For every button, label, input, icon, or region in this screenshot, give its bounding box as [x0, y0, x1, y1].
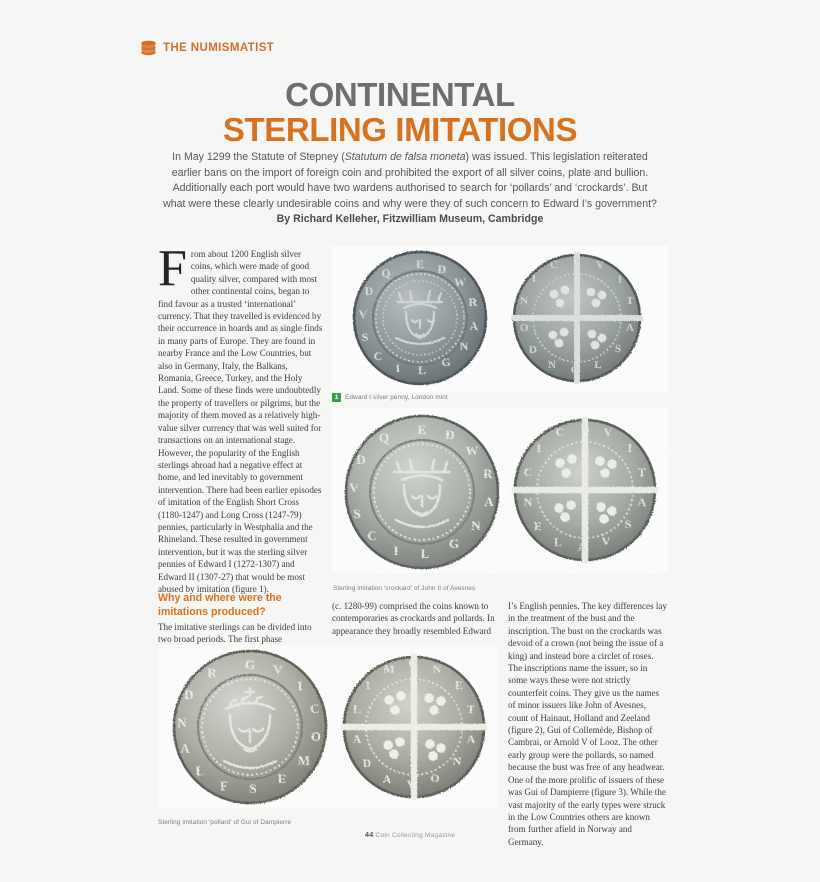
svg-text:D: D [184, 687, 194, 702]
svg-text:R: R [207, 665, 217, 680]
svg-text:L: L [420, 546, 430, 561]
svg-text:A: A [637, 495, 647, 509]
svg-text:E: E [454, 678, 464, 692]
svg-text:I: I [581, 419, 587, 433]
svg-text:A: A [180, 741, 190, 756]
svg-text:G: G [244, 657, 256, 672]
page-title [140, 78, 660, 146]
svg-text:I: I [531, 273, 537, 285]
svg-text:I: I [393, 543, 399, 558]
svg-text:N: N [459, 339, 469, 353]
svg-text:D: D [364, 284, 374, 298]
svg-text:S: S [249, 781, 257, 796]
svg-text:T: T [637, 465, 647, 479]
svg-text:D: D [437, 262, 447, 276]
svg-text:R: R [468, 295, 478, 309]
svg-text:A: A [469, 319, 479, 333]
svg-text:V: V [596, 259, 604, 271]
svg-text:N: N [520, 295, 528, 307]
standfirst-byline: By Richard Kelleher, Fitzwilliam Museum, Cambridge [276, 213, 544, 226]
masthead-title: THE NUMISMATIST [163, 42, 275, 54]
svg-text:A: A [484, 494, 494, 509]
svg-text:C: C [550, 259, 558, 271]
svg-text:E: E [415, 257, 425, 271]
masthead [140, 40, 274, 56]
article-column-2: (c. 1280-99) comprised the coins known to contemporaries as crockards and pollards. In appearance they broadly resembled Edward [332, 601, 495, 636]
figure-1-image [332, 246, 668, 392]
svg-text:G: G [448, 536, 460, 551]
svg-text:V: V [406, 777, 416, 791]
figure-1-caption [332, 393, 448, 402]
figure-1-caption-text: Edward I silver penny, London mint [345, 394, 448, 401]
svg-text:C: C [310, 701, 320, 716]
figure-3-caption [158, 811, 291, 829]
svg-text:O: O [310, 729, 322, 744]
standfirst-latin-title: Statutum de falsa moneta [344, 151, 466, 163]
svg-text:S: S [624, 517, 632, 531]
page-footer [0, 830, 820, 839]
svg-text:I: I [365, 678, 371, 692]
coin-stack-icon [140, 40, 157, 56]
svg-text:I: I [536, 441, 542, 455]
article-paragraph-1: rom about 1200 English silver coins, which were made of good quality silver, compared with most other continental coins, began to find favour as a trusted ‘international’ currency. That they travelled is evidenced by their occurrence in hoards and as single finds in many parts of Europe. They are found in nearby France and the Low Countries, but also in Germany, Italy, the Balkans, Romania, Greece, Turkey, and the Holy Land. Some of these finds were undoubtedly the property of travellers or pilgrims, but the majority of them moved as a relatively high-value silver currency that was well suited for transactions on an international stage. However, the popularity of the English sterlings abroad had a negative effect at home, and led inevitably to government intervention. There had been earlier episodes of imitation of the English Short Cross (1180-1247) and Long Cross (1247-79) pennies, particularly in Westphalia and the Rhineland. These resulted in government intervention, but it was the sterling silver pennies of Edward I (1272-1307) and Edward II (1307-27) that would be most abused by imitation (figure 1). [158, 249, 323, 594]
standfirst-part-1: In May 1299 the Statute of Stepney ( [172, 151, 345, 163]
headline-line-2: STERLING IMITATIONS [222, 111, 578, 148]
figure-2-image [332, 408, 668, 573]
svg-text:I: I [297, 678, 303, 693]
svg-text:Q: Q [381, 266, 391, 280]
svg-text:V: V [601, 534, 611, 548]
svg-text:T: T [466, 702, 476, 716]
figure-3-caption-text: Sterling imitation ‘pollard’ of Gui of Dampierre [158, 819, 292, 826]
svg-text:O: O [430, 771, 440, 785]
svg-text:C: C [373, 349, 383, 363]
svg-text:E: E [533, 519, 543, 533]
figure-2-caption-text: Sterling imitation ‘crockard’ of John II of Avesnes [333, 585, 476, 592]
svg-text:N: N [523, 495, 533, 509]
svg-text:M: M [297, 753, 311, 768]
article-column-1-lower [158, 592, 324, 646]
svg-text:I: I [617, 274, 623, 286]
section-subheading: Why and where were the imitations produced? [158, 592, 282, 618]
svg-text:N: N [177, 715, 187, 730]
svg-text:N: N [548, 359, 556, 371]
svg-text:D: D [529, 344, 537, 356]
svg-text:A: A [626, 322, 634, 334]
svg-text:M: M [383, 662, 395, 676]
svg-text:A: A [382, 772, 392, 786]
publication-name: Coin Collecting Magazine [375, 832, 456, 839]
svg-text:A: A [577, 540, 587, 554]
svg-text:D: D [445, 427, 455, 442]
page-number: 44 [364, 830, 374, 839]
svg-text:D: D [356, 452, 366, 467]
svg-text:S: S [353, 506, 361, 521]
svg-text:O: O [408, 656, 418, 670]
svg-text:F: F [220, 778, 228, 793]
svg-text:N: N [432, 662, 442, 676]
svg-text:C: C [555, 425, 565, 439]
svg-text:N: N [452, 754, 462, 768]
svg-text:I: I [395, 361, 401, 375]
svg-text:C: C [367, 528, 377, 543]
svg-text:A: A [352, 732, 362, 746]
svg-text:V: V [273, 662, 283, 677]
svg-text:V: V [358, 307, 368, 321]
svg-text:O: O [519, 322, 529, 334]
svg-text:Q: Q [378, 430, 390, 445]
svg-text:T: T [626, 295, 634, 307]
standfirst [160, 150, 660, 228]
svg-text:L: L [195, 763, 205, 778]
svg-text:V: V [603, 425, 613, 439]
svg-text:C: C [523, 465, 533, 479]
svg-text:O: O [570, 364, 580, 376]
headline-line-1: CONTINENTAL [285, 76, 515, 113]
svg-text:S: S [614, 343, 622, 355]
article-paragraph-2: The imitative sterlings can be divided into two broad periods. The first phase [158, 622, 312, 645]
figure-2-caption [333, 577, 475, 595]
svg-text:V: V [349, 480, 359, 495]
svg-text:I: I [627, 441, 633, 455]
svg-text:W: W [454, 275, 466, 289]
article-column-3: I’s English pennies. The key differences lay in the treatment of the bust and the inscription. The bust on the crockards was devoid of a crown (not being the issue of a king) and instead bore a circlet of roses. The inscriptions name the issuer, so in some ways these were not strictly counterfeit coins. They give us the names of minor issuers like John of Avesnes, count of Hainaut, Holland and Zeeland (figure 2), Gui of Collemède, Bishop of Cambrai, or Arnold V of Looz. The other early group were the pollards, so named because the bust was free of any headwear. One of the more prolific of issuers of these was Gui of Dampierre (figure 3). While the vast majority of the early types were struck in the Low Countries others are known from further afield in Norway and Germany. [508, 601, 668, 847]
svg-text:G: G [441, 355, 451, 369]
svg-text:N: N [471, 518, 481, 533]
figure-1-number-badge: 1 [332, 393, 341, 402]
svg-text:R: R [483, 466, 493, 481]
standfirst-part-2: ) was issued. This legislation reiterated earlier bans on the import of foreign coin and prohibited the export of all silver coins, plate and bullion. Additionally each port would have two wardens authorised to search for ‘pollards’ and ‘crockards’. But what were these clearly undesirable coins and why were they of such concern to Edward I’s government? [163, 151, 657, 210]
svg-text:I: I [575, 254, 581, 266]
svg-text:S: S [361, 330, 369, 344]
article-column-1 [158, 240, 324, 595]
svg-text:D: D [362, 756, 372, 770]
drop-cap: F [158, 240, 187, 297]
svg-text:L: L [352, 702, 362, 716]
svg-text:E: E [417, 422, 427, 437]
svg-text:W: W [465, 443, 479, 458]
svg-text:E: E [277, 771, 287, 786]
svg-text:A: A [466, 732, 476, 746]
svg-text:L: L [553, 535, 563, 549]
figure-3-image [158, 645, 498, 808]
svg-text:L: L [417, 363, 427, 377]
svg-text:L: L [594, 359, 602, 371]
